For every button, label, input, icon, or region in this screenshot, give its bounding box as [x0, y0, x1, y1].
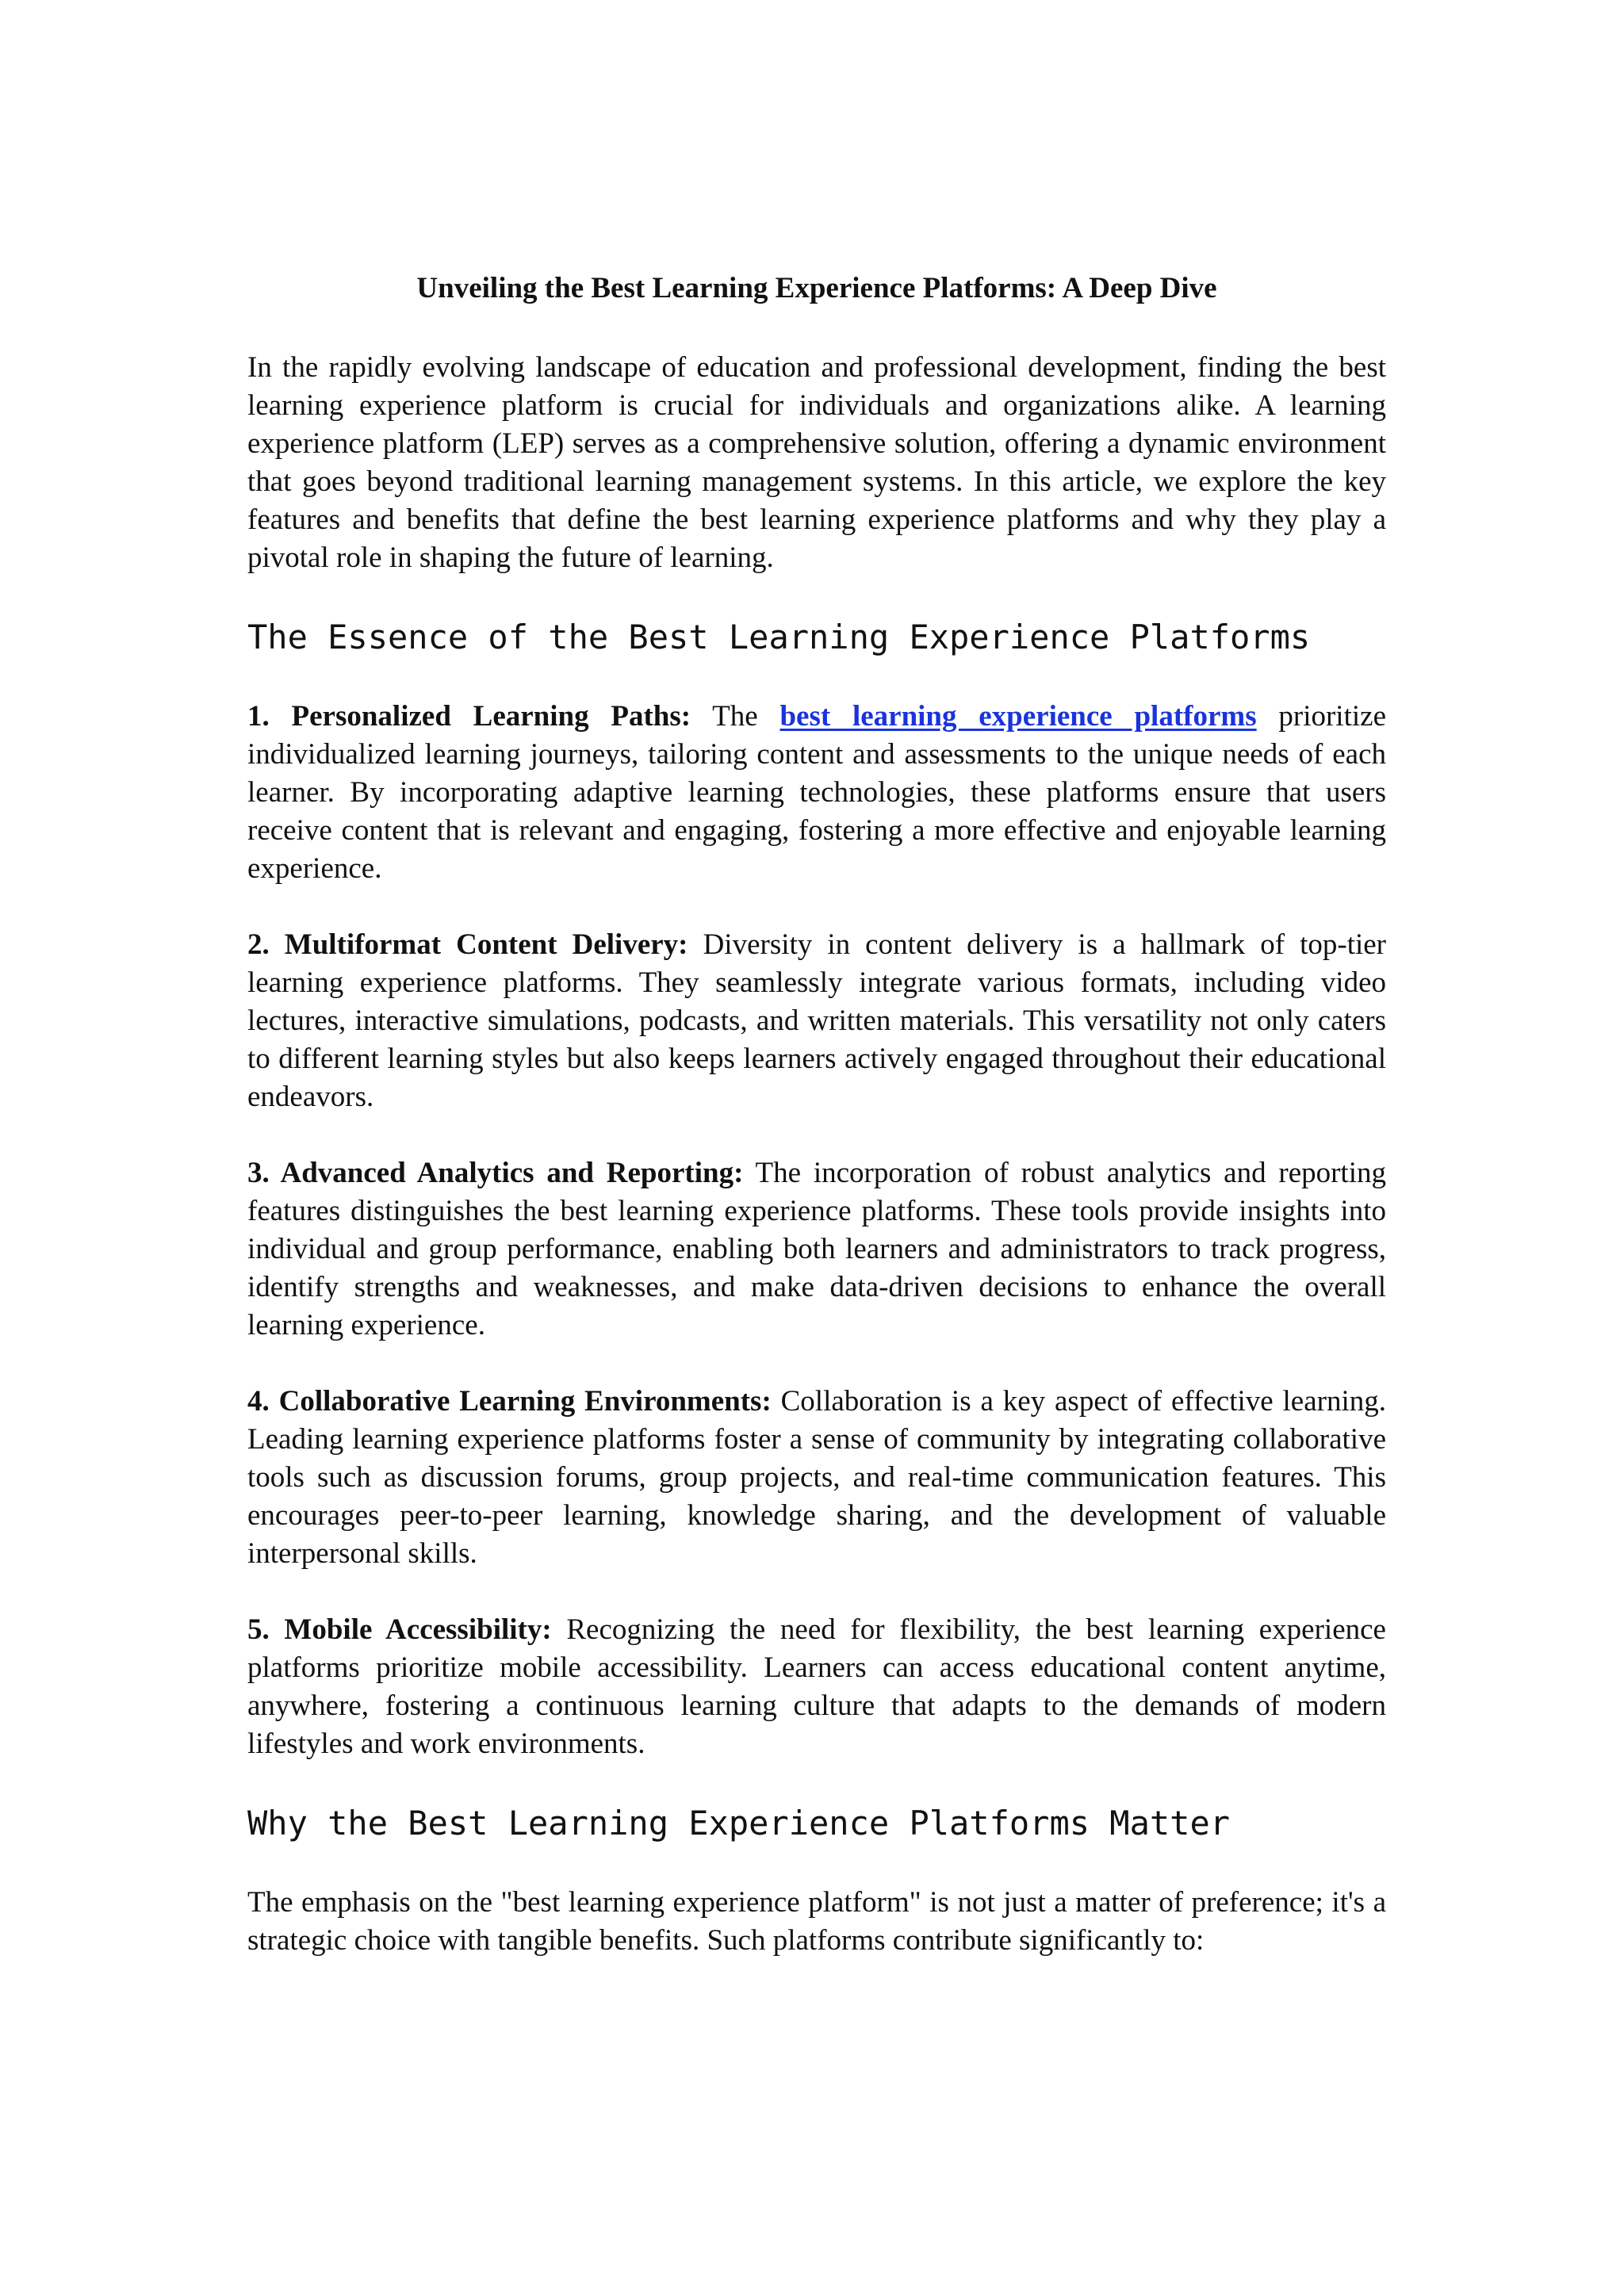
- item-text: Diversity in content delivery is a hallmark of top-tier learning experience platforms. They seamlessly integrate various formats, including video lectures, interactive simulations, podcasts, and written materials. This versatility not only caters to different learning styles but also keeps learners actively engaged throughout their educational endeavors.: [247, 928, 1386, 1113]
- item-label: 5. Mobile Accessibility:: [247, 1613, 552, 1646]
- item-text: The: [691, 700, 780, 733]
- list-item-collaborative-learning: [247, 1383, 1386, 1573]
- item-label: 4. Collaborative Learning Environments:: [247, 1385, 772, 1418]
- item-label: 3. Advanced Analytics and Reporting:: [247, 1157, 744, 1189]
- list-item-personalized-learning: [247, 698, 1386, 888]
- best-lep-link[interactable]: best learning experience platforms: [779, 700, 1257, 733]
- item-label: 1. Personalized Learning Paths:: [247, 700, 691, 733]
- item-text: Collaboration is a key aspect of effective learning. Leading learning experience platforms foster a sense of community by integrating collaborative tools such as discussion forums, group projects, and real-time communication features. This encourages peer-to-peer learning, knowledge sharing, and the development of valuable interpersonal skills.: [247, 1385, 1386, 1570]
- list-item-mobile-accessibility: [247, 1611, 1386, 1763]
- list-item-analytics-reporting: [247, 1154, 1386, 1345]
- list-item-multiformat-content: [247, 926, 1386, 1116]
- document-body: [247, 266, 1386, 1960]
- section-heading-essence: The Essence of the Best Learning Experience Platforms: [247, 618, 1311, 656]
- section-heading-why-matter: Why the Best Learning Experience Platforms Matter: [247, 1804, 1231, 1843]
- intro-paragraph: In the rapidly evolving landscape of education and professional development, finding the best learning experience platform is crucial for individuals and organizations alike. A learning experience platform (LEP) serves as a comprehensive solution, offering a dynamic environment that goes beyond traditional learning management systems. In this article, we explore the key features and benefits that define the best learning experience platforms and why they play a pivotal role in shaping the future of learning.: [247, 351, 1386, 574]
- document-title: Unveiling the Best Learning Experience Platforms: A Deep Dive: [416, 272, 1217, 304]
- why-matter-paragraph: The emphasis on the "best learning experience platform" is not just a matter of preference; it's a strategic choice with tangible benefits. Such platforms contribute significantly to:: [247, 1886, 1386, 1957]
- item-text: prioritize individualized learning journeys, tailoring content and assessments to the unique needs of each learner. By incorporating adaptive learning technologies, these platforms ensure that users receive content that is relevant and engaging, fostering a more effective and enjoyable learning experience.: [247, 700, 1386, 885]
- item-text: The incorporation of robust analytics and reporting features distinguishes the best learning experience platforms. These tools provide insights into individual and group performance, enabling both learners and administrators to track progress, identify strengths and weaknesses, and make data-driven decisions to enhance the overall learning experience.: [247, 1157, 1386, 1341]
- item-label: 2. Multiformat Content Delivery:: [247, 928, 688, 961]
- item-text: Recognizing the need for flexibility, the best learning experience platforms prioritize mobile accessibility. Learners can access educational content anytime, anywhere, fostering a continuous learning culture that adapts to the demands of modern lifestyles and work environments.: [247, 1613, 1386, 1760]
